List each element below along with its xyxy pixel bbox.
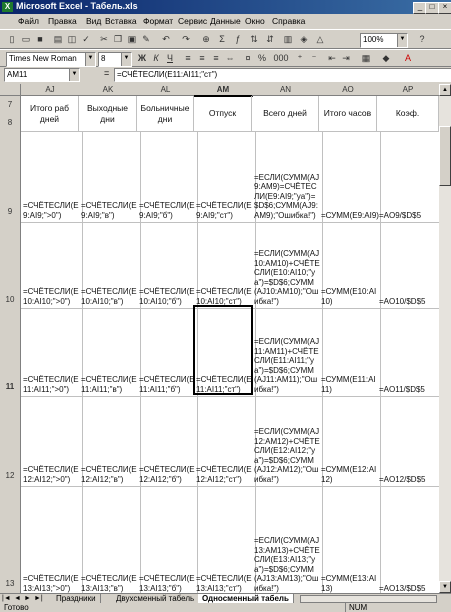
row-header-13[interactable]: 13 [0,484,21,593]
cell-formula: =СЧЁТЕСЛИ(E11:AI11;">0") [23,375,79,394]
cell-an-11[interactable] [252,306,323,397]
cell-formula: =СЧЁТЕСЛИ(E13:AI13;"б") [139,574,195,593]
header-cell-al[interactable]: Больничные дни [137,96,194,132]
cell-formula: =СЧЁТЕСЛИ(E13:AI13;"ст") [196,574,252,593]
tab-scroll-first-icon[interactable]: |◄ [2,595,11,602]
cell-formula: =ЕСЛИ(СУММ(AJ12:AM12)+СЧЁТЕСЛИ(E12:AI12;"ya")=$D$6;СУММ(AJ12:AM12);"Ошибка!") [254,427,320,484]
vertical-scrollbar[interactable] [439,84,451,593]
cell-ak-11[interactable] [79,306,141,397]
tab-two-shift[interactable]: Двухсменный табель [112,594,199,604]
align-left-icon[interactable]: ≡ [185,53,191,63]
sort-asc-icon[interactable]: ⇅ [250,34,258,44]
cell-formula: =ЕСЛИ(СУММ(AJ11:AM11)+СЧЁТЕСЛИ(E11:AI11;"ya")=$D$6;СУММ(AJ11:AM11);"Ошибка!") [254,337,320,394]
cell-formula: =СУММ(E9:AI9) [321,210,379,220]
minimize-button[interactable]: _ [413,2,427,14]
fill-color-icon[interactable]: ◆ [382,53,390,63]
print-icon[interactable]: ▤ [53,34,63,44]
cell-aj-13[interactable] [21,484,83,593]
underline-button[interactable]: Ч [167,53,173,63]
redo-icon[interactable]: ↷ [182,34,190,44]
cell-formula: =СУММ(E10:AI10) [321,287,377,306]
cell-formula: =ЕСЛИ(СУММ(AJ10:AM10)+СЧЁТЕСЛИ(E10:AI10;"ya")=$D$6;СУММ(AJ10:AM10);"Ошибка!") [254,249,320,306]
cell-ak-9[interactable] [79,132,141,223]
copy-icon[interactable]: ❐ [113,34,123,44]
menu-help[interactable]: Справка [272,16,306,26]
cell-an-12[interactable] [252,394,323,487]
cell-formula: =СУММ(E11:AI11) [321,375,376,394]
cell-formula: =СЧЁТЕСЛИ(E9:AI9;"б") [139,201,195,220]
status-ready: Готово [4,603,29,612]
cell-formula: =ЕСЛИ(СУММ(AJ9:AM9)=СЧЁТЕСЛИ(E9:AI9;"ya")=$D$6;СУММ(AJ9:AM9);"Ошибка!") [254,172,320,220]
cell-am-12[interactable] [194,394,256,487]
map-icon[interactable]: ◈ [300,34,308,44]
cell-formula: =СЧЁТЕСЛИ(E10:AI10;"ст") [196,287,252,306]
cell-formula: =СЧЁТЕСЛИ(E12:AI12;"в") [81,465,137,484]
open-icon[interactable]: ▭ [21,34,31,44]
menu-data[interactable]: Данные [210,16,241,26]
column-header-ao[interactable]: AO [319,84,378,96]
cell-am-11[interactable] [194,306,256,397]
font-name-select[interactable] [6,52,96,67]
header-cell-am[interactable]: Отпуск [194,96,252,132]
hyperlink-icon[interactable]: ⊕ [202,34,210,44]
cell-formula: =СЧЁТЕСЛИ(E11:AI11;"в") [81,375,137,394]
align-center-icon[interactable]: ≡ [199,53,205,63]
formula-input[interactable]: =СЧЁТЕСЛИ(E11:AI11;"ст") [114,68,451,82]
cell-an-13[interactable] [252,484,323,593]
borders-icon[interactable]: ▦ [361,53,371,63]
format-painter-icon[interactable]: ✎ [142,34,150,44]
new-icon[interactable]: ▯ [9,34,15,44]
maximize-button[interactable]: □ [425,2,439,14]
cell-ap-13[interactable] [377,484,439,593]
chevron-down-icon[interactable]: ▼ [121,53,131,66]
bold-button[interactable]: Ж [137,53,147,63]
row-header-7[interactable]: 7 [0,96,21,115]
column-header-aj[interactable]: AJ [21,84,80,96]
select-all-corner[interactable] [0,84,21,96]
cell-aj-11[interactable] [21,306,83,397]
cell-formula: =AO13/$D$5 [379,583,426,593]
row-header-8[interactable]: 8 [0,114,21,133]
title-bar [0,0,451,14]
name-box[interactable] [4,68,80,82]
percent-button[interactable]: % [257,53,266,63]
cell-al-9[interactable] [137,132,198,223]
cell-ao-12[interactable] [319,394,381,487]
cell-ao-11[interactable] [319,306,381,397]
cell-aj-9[interactable] [21,132,83,223]
cell-formula: =СЧЁТЕСЛИ(E13:AI13;"в") [81,574,137,593]
menu-bar [0,14,451,29]
menu-file[interactable]: Файл [18,16,39,26]
status-num: NUM [345,603,375,612]
name-box-value: AM11 [7,70,28,79]
cell-ap-12[interactable] [377,394,439,487]
cell-formula: =СУММ(E13:AI13) [321,574,377,593]
header-cell-ao[interactable]: Итого часов [319,96,377,132]
formatting-toolbar [0,49,451,67]
spreadsheet-grid[interactable] [0,84,439,593]
increase-decimal-icon[interactable]: ⁺ [297,53,303,63]
formula-equals: = [104,68,110,78]
paste-icon[interactable]: ▣ [127,34,137,44]
formula-bar [0,67,451,81]
cell-formula: =СЧЁТЕСЛИ(E9:AI9;"ст") [196,201,252,220]
cell-al-12[interactable] [137,394,198,487]
cell-formula: =СЧЁТЕСЛИ(E12:AI12;"б") [139,465,195,484]
row-header-10[interactable]: 10 [0,220,21,307]
cell-formula: =AO10/$D$5 [379,296,426,306]
cell-formula: =СЧЁТЕСЛИ(E10:AI10;"в") [81,287,137,306]
cell-al-11[interactable] [137,306,198,397]
horizontal-scrollbar[interactable] [300,595,437,603]
header-cell-aj[interactable]: Итого раб дней [21,96,79,132]
font-name-value: Times New Roman [9,54,77,63]
cell-ao-10[interactable] [319,220,381,309]
preview-icon[interactable]: ◫ [67,34,77,44]
tab-holidays[interactable]: Праздники [52,594,101,604]
font-color-icon[interactable]: A [404,53,411,63]
menu-format[interactable]: Формат [143,16,174,26]
cell-formula: =AO9/$D$5 [379,210,422,220]
sheet-tabs-bar [0,593,451,603]
cell-ap-9[interactable] [377,132,439,223]
zoom-value: 100% [363,35,384,44]
function-icon[interactable]: ƒ [235,34,241,44]
tab-scroll-prev-icon[interactable]: ◄ [14,595,21,602]
scroll-thumb[interactable] [439,126,451,186]
row-header-9[interactable]: 9 [0,132,21,221]
chevron-down-icon[interactable]: ▼ [397,34,407,47]
header-cell-an[interactable]: Всего дней [252,96,319,132]
column-header-an[interactable]: AN [252,84,320,96]
cell-ap-10[interactable] [377,220,439,309]
status-bar [0,603,451,612]
cell-formula: =AO12/$D$5 [379,474,426,484]
window-title: Microsoft Excel - Табель.xls [16,1,138,11]
header-cell-ap[interactable]: Коэф. [377,96,439,132]
autosum-icon[interactable]: Σ [219,34,225,44]
help-icon[interactable]: ? [419,34,425,44]
cell-ak-10[interactable] [79,220,141,309]
sort-desc-icon[interactable]: ⇵ [266,34,274,44]
thousands-button[interactable]: 000 [273,53,289,63]
font-size-select[interactable] [98,52,132,67]
cell-an-9[interactable] [252,132,323,223]
cell-formula: =ЕСЛИ(СУММ(AJ13:AM13)+СЧЁТЕСЛИ(E13:AI13;"ya")=$D$6;СУММ(AJ13:AM13);"Ошибка!") [254,536,320,593]
menu-edit[interactable]: Правка [48,16,77,26]
cell-formula: =СЧЁТЕСЛИ(E11:AI11;"ст") [196,375,252,394]
cell-formula: =СЧЁТЕСЛИ(E9:AI9;"в") [81,201,137,220]
cell-aj-12[interactable] [21,394,83,487]
align-right-icon[interactable]: ≡ [213,53,219,63]
close-button[interactable]: × [438,2,451,14]
cell-al-13[interactable] [137,484,198,593]
chevron-down-icon[interactable]: ▼ [85,53,95,66]
cell-formula: =СЧЁТЕСЛИ(E12:AI12;"ст") [196,465,252,484]
excel-app-icon[interactable]: X [2,2,13,12]
menu-view[interactable]: Вид [86,16,102,26]
cell-am-10[interactable] [194,220,256,309]
tab-scroll-last-icon[interactable]: ►| [34,595,43,602]
cell-formula: =СЧЁТЕСЛИ(E12:AI12;">0") [23,465,79,484]
cell-formula: =СЧЁТЕСЛИ(E10:AI10;"б") [139,287,195,306]
chevron-down-icon[interactable]: ▼ [69,69,79,81]
cell-formula: =СЧЁТЕСЛИ(E11:AI11;"б") [139,375,195,394]
cell-formula: =СУММ(E12:AI12) [321,465,377,484]
column-header-ak[interactable]: AK [79,84,138,96]
cell-formula: =СЧЁТЕСЛИ(E9:AI9;">0") [23,201,79,220]
cell-ap-11[interactable] [377,306,439,397]
cell-am-9[interactable] [194,132,256,223]
scroll-down-icon[interactable]: ▼ [439,581,451,593]
drawing-icon[interactable]: △ [316,34,324,44]
menu-tools[interactable]: Сервис [178,16,208,26]
cell-ak-12[interactable] [79,394,141,487]
header-cell-ak[interactable]: Выходные дни [79,96,137,132]
outdent-icon[interactable]: ⇤ [328,53,336,63]
save-icon[interactable]: ■ [37,34,43,44]
merge-center-icon[interactable]: ⇔ [225,53,235,63]
tab-scroll-next-icon[interactable]: ► [24,595,31,602]
cell-aj-10[interactable] [21,220,83,309]
cell-al-10[interactable] [137,220,198,309]
cell-ak-13[interactable] [79,484,141,593]
row-header-12[interactable]: 12 [0,394,21,485]
cell-an-10[interactable] [252,220,323,309]
standard-toolbar [0,29,451,49]
menu-window[interactable]: Окно [245,16,265,26]
tab-one-shift[interactable]: Односменный табель [198,594,294,604]
cell-ao-9[interactable] [319,132,381,223]
row-header-11[interactable]: 11 [0,306,21,395]
italic-button[interactable]: К [153,53,159,63]
spelling-icon[interactable]: ✓ [82,34,90,44]
zoom-select[interactable] [360,33,408,48]
decrease-decimal-icon[interactable]: ⁻ [311,53,317,63]
cut-icon[interactable]: ✂ [100,34,108,44]
cell-formula: =AO11/$D$5 [379,384,425,394]
cell-formula: =СЧЁТЕСЛИ(E13:AI13;">0") [23,574,79,593]
cell-formula: =СЧЁТЕСЛИ(E10:AI10;">0") [23,287,79,306]
cell-am-13[interactable] [194,484,256,593]
cell-ao-13[interactable] [319,484,381,593]
undo-icon[interactable]: ↶ [162,34,170,44]
indent-icon[interactable]: ⇥ [342,53,350,63]
column-header-al[interactable]: AL [137,84,195,96]
column-header-am[interactable]: AM [194,84,253,97]
font-size-value: 8 [101,54,106,63]
currency-icon[interactable]: ¤ [245,53,251,63]
scroll-up-icon[interactable]: ▲ [439,84,451,96]
menu-insert[interactable]: Вставка [105,16,137,26]
chart-wizard-icon[interactable]: ▥ [283,34,293,44]
column-header-ap[interactable]: AP [377,84,439,96]
